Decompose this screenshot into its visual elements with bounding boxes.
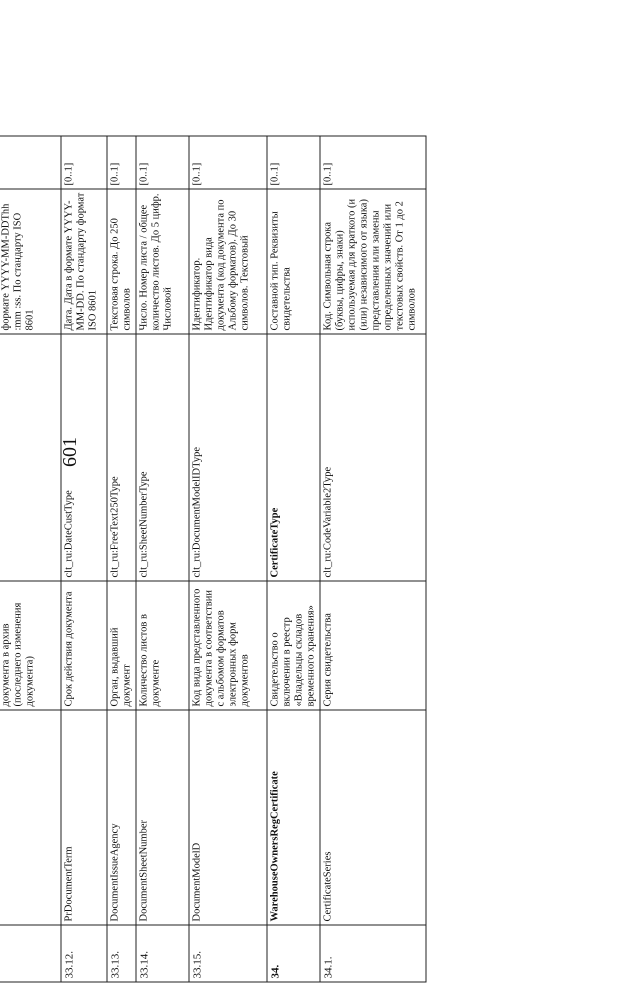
row-multiplicity: [0..1]: [61, 136, 107, 189]
table-row: [107, 136, 136, 982]
row-number: 33.13.: [107, 925, 136, 982]
row-type-description: Код. Символьная строка (буквы, цифры, знаки) используемая для краткого (и (или) независимого от языка) представления или замены определенных значений или текстовых свойств. От 1 до 2 символов: [320, 189, 426, 334]
row-multiplicity: [0..1]: [136, 136, 189, 189]
row-type: clt_ru:CodeVariable2Type: [320, 334, 426, 581]
data-table: [0, 136, 427, 983]
row-number: 34.1.: [320, 925, 426, 982]
row-type: clt_ru:DateCustType: [61, 334, 107, 581]
row-element: CertificateSeries: [320, 710, 426, 925]
row-multiplicity: [0..1]: [320, 136, 426, 189]
row-element-description: Код вида представленного документа в соответствии с альбомом форматов электронных форм документов: [189, 581, 267, 710]
row-element-description: Орган, выдавший документ: [107, 581, 136, 710]
table-row: [0, 136, 61, 982]
row-element: DocumentSheetNumber: [136, 710, 189, 925]
row-element: DocumentIssueAgency: [107, 710, 136, 925]
row-multiplicity: [0..1]: [267, 136, 320, 189]
row-element-description: Свидетельство о включении в реестр «Владельцы складов временного хранения»: [267, 581, 320, 710]
table-row: [136, 136, 189, 982]
rotated-table-container: [0, 137, 418, 983]
row-number: 33.14.: [136, 925, 189, 982]
row-type-description: Составной тип. Реквизиты свидетельства: [267, 189, 320, 334]
row-element: WarehouseOwnersRegCertificate: [267, 710, 320, 925]
row-element-description: Количество листов в документе: [136, 581, 189, 710]
row-multiplicity: [0..1]: [107, 136, 136, 189]
table-row: [61, 136, 107, 982]
table-row: [189, 136, 267, 982]
page-number: 601: [59, 437, 81, 467]
row-element-description: Срок действия документа: [61, 581, 107, 710]
row-type: clt_ru:DocumentModelIDType: [189, 334, 267, 581]
row-multiplicity: [0, 136, 61, 189]
row-type: clt_ru:SheetNumberType: [136, 334, 189, 581]
row-number: 33.15.: [189, 925, 267, 982]
row-type-description: Текстовая строка. До 250 символов: [107, 189, 136, 334]
row-multiplicity: [0..1]: [189, 136, 267, 189]
table-row: [320, 136, 426, 982]
row-type-description: Число. Номер листа / общее количество листов. До 5 цифр. Числовой: [136, 189, 189, 334]
row-number: 33.12.: [61, 925, 107, 982]
row-type: clt_ru:FreeText250Type: [107, 334, 136, 581]
row-number: 34.: [267, 925, 320, 982]
row-element: DocumentModelD: [189, 710, 267, 925]
row-element-description: документа в архив (последнего изменения документа): [0, 581, 61, 710]
row-type-description: Идентификатор. Идентификатор вида документа (код документа по Альбому форматов). До 30 символов. Текстовый: [189, 189, 267, 334]
row-element: PrDocumentTerm: [61, 710, 107, 925]
row-number: [0, 925, 61, 982]
row-type: [0, 334, 61, 581]
row-element: [0, 710, 61, 925]
row-element-description: Серия свидетельства: [320, 581, 426, 710]
row-type: CertificateType: [267, 334, 320, 581]
table-row: [267, 136, 320, 982]
row-type-description: формате YYYY-MM-DDThh :mm :ss. По стандарту ISO 8601: [0, 189, 61, 334]
row-type-description: Дата. Дата в формате YYYY-MM-DD. По стандарту формат ISO 8601: [61, 189, 107, 334]
